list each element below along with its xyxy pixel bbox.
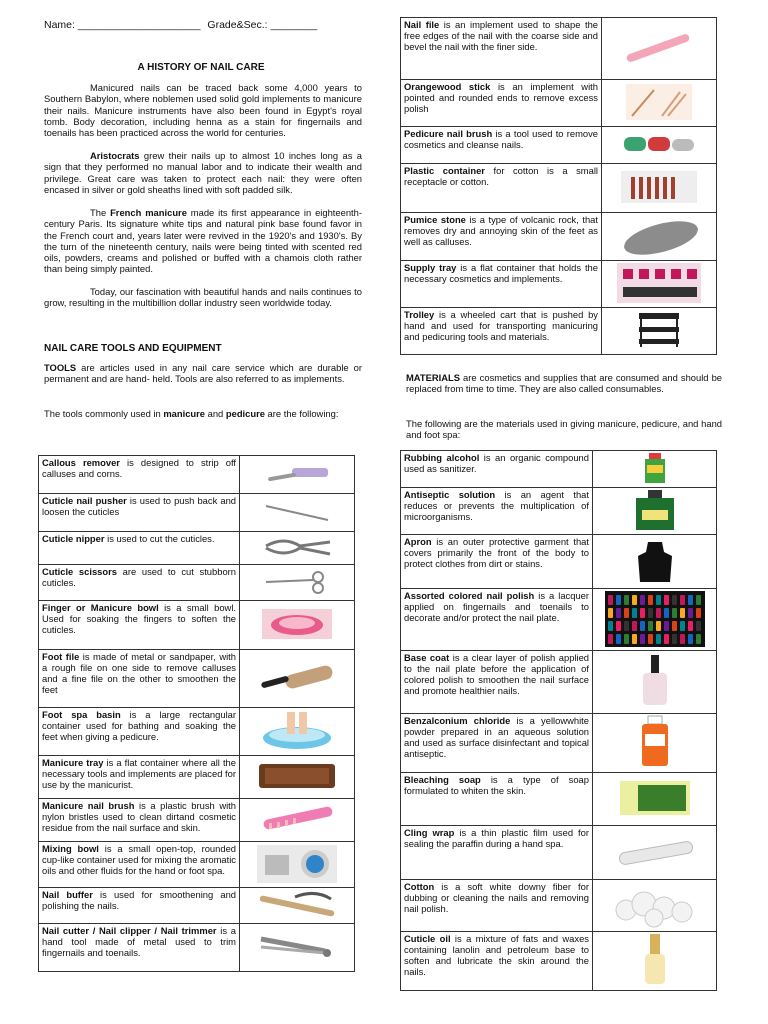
tool-row-term: Callous remover	[42, 457, 120, 468]
material-row-description: is a soft white downy fiber for dubbing or cleaning the nails and removing nail polish.	[404, 881, 589, 914]
tool-row-term: Finger or Manicure bowl	[42, 602, 159, 613]
material-row	[401, 773, 717, 826]
materials-table	[400, 450, 717, 991]
tool-row	[401, 164, 717, 213]
tool-row-description: is a type of volcanic rock, that removes dry and annoying skin of the feet as well as calluses.	[404, 214, 598, 247]
foot-spa-basin-icon	[240, 708, 355, 756]
tool-row-term: Trolley	[404, 309, 435, 320]
nail-polish-icon	[593, 589, 717, 651]
tool-row	[39, 756, 355, 799]
tool-row-description: is used to push back and loosen the cuticles	[42, 495, 236, 517]
tool-row	[39, 532, 355, 565]
material-row-term: Rubbing alcohol	[404, 452, 480, 463]
history-paragraph-4: Today, our fascination with beautiful hands and nails continues to grow, resulting in the multibillion dollar industry seen worldwide today.	[44, 286, 362, 309]
material-row	[401, 651, 717, 714]
material-row	[401, 932, 717, 991]
tool-row-term: Plastic container	[404, 165, 485, 176]
tool-row-term: Mixing bowl	[42, 843, 99, 854]
tool-row-term: Pedicure nail brush	[404, 128, 493, 139]
material-row-text	[401, 826, 593, 880]
tool-row	[401, 308, 717, 355]
tool-row-term: Manicure tray	[42, 757, 104, 768]
tool-row-term: Supply tray	[404, 262, 457, 273]
pumice-stone-icon	[602, 213, 717, 261]
page-title: A HISTORY OF NAIL CARE	[137, 62, 265, 73]
french-manicure-term: French manicure	[110, 207, 187, 218]
tool-row	[39, 650, 355, 708]
nail-buffer-icon	[240, 888, 355, 924]
history-paragraph-3-pre: The	[90, 207, 111, 218]
tool-row-description: is a tool used to remove cosmetics and cleanse nails.	[404, 128, 598, 150]
apron-icon	[593, 535, 717, 589]
tools-common-text	[44, 408, 362, 419]
cuticle-oil-icon	[593, 932, 717, 991]
material-row-description: is a yellowwhite powder prepared in an aqueous solution and used as surface disinfectant and topical antiseptic.	[404, 715, 589, 759]
tool-row-term: Cuticle nipper	[42, 533, 105, 544]
tool-row-text	[401, 213, 602, 261]
material-row-term: Cuticle oil	[404, 933, 451, 944]
tool-row-description: is an implement with pointed and rounded ends to remove excess polish	[404, 81, 598, 114]
nail-file-icon	[602, 18, 717, 80]
history-paragraph-3	[44, 207, 362, 275]
base-coat-icon	[593, 651, 717, 714]
cuticle-scissors-icon	[240, 565, 355, 601]
tool-row-term: Manicure nail brush	[42, 800, 135, 811]
tool-row	[39, 708, 355, 756]
common-post: are the following:	[264, 408, 339, 419]
pedicure-term: pedicure	[225, 408, 265, 419]
tool-row	[401, 18, 717, 80]
material-row-description: is a thin plastic film used for sealing the paraffin during a hand spa.	[404, 827, 589, 849]
material-row-description: is a lacquer applied on fingernails and toenails to decorate and/or protect the nail plate.	[404, 590, 589, 623]
tool-row-description: is a flat container where all the necessary tools and implements are placed for use by the manicurist.	[42, 757, 236, 790]
material-row-term: Cotton	[404, 881, 435, 892]
material-row-term: Antiseptic solution	[404, 489, 496, 500]
tool-row-text	[39, 924, 240, 972]
grade-blank[interactable]: ________	[270, 19, 318, 31]
plastic-container-icon	[602, 164, 717, 213]
material-row-term: Cling wrap	[404, 827, 455, 838]
material-row-description: is a clear layer of polish applied to the nail plate before the application of colored polish to smoothen the nail surface and promote healthier nails.	[404, 652, 590, 696]
material-row-text	[401, 714, 593, 773]
tools-section-heading: NAIL CARE TOOLS AND EQUIPMENT	[44, 343, 222, 354]
nail-brush-icon	[240, 799, 355, 842]
material-row-text	[401, 932, 593, 991]
nail-clipper-icon	[240, 924, 355, 972]
tool-row-term: Nail cutter / Nail clipper / Nail trimmer	[42, 925, 217, 936]
tool-row-term: Foot file	[42, 651, 80, 662]
material-row	[401, 589, 717, 651]
tool-row-description: is a plastic brush with nylon bristles used to clean dirtand cosmetic residue from the nail surface and skin.	[42, 800, 236, 833]
name-label: Name:	[44, 19, 75, 31]
tool-row-text	[401, 127, 602, 164]
material-row-description: is an outer protective garment that covers primarily the front of the body to protect clothes from dirt or stains.	[404, 536, 589, 569]
tool-row-description: is made of metal or sandpaper, with a rough file on one side to remove calluses and a fine file on the other to smoothen the feet	[42, 651, 236, 695]
material-row-description: is a type of soap formulated to whiten the skin.	[404, 774, 589, 796]
tool-row	[39, 842, 355, 888]
tool-row-term: Cuticle nail pusher	[42, 495, 127, 506]
tool-row-description: is a large rectangular container used for bathing and soaking the feet when giving a pedicure.	[42, 709, 236, 742]
tool-row	[401, 80, 717, 127]
student-info-line	[44, 19, 317, 31]
material-row-term: Benzalconium chloride	[404, 715, 511, 726]
material-row-text	[401, 535, 593, 589]
tool-row	[39, 799, 355, 842]
material-row-text	[401, 451, 593, 488]
tool-row-text	[39, 708, 240, 756]
history-paragraph-1: Manicured nails can be traced back some 4,000 years to Southern Babylon, where noblemen used solid gold implements to manicure their nails. Manicure instruments have also been found in Egypt's royal tomb. Body decoration, including henna as a stain for fingernails and toenails has been practiced across the world for centuries.	[44, 82, 362, 139]
materials-following: The following are the materials used in giving manicure, pedicure, and hand and foot spa:	[406, 418, 722, 441]
material-row	[401, 451, 717, 488]
tool-row-text	[39, 532, 240, 565]
tool-row-text	[39, 601, 240, 650]
manicure-bowl-icon	[240, 601, 355, 650]
tool-row-text	[401, 18, 602, 80]
material-row	[401, 488, 717, 535]
grade-label: Grade&Sec.:	[207, 19, 268, 31]
tool-row-text	[39, 456, 240, 494]
material-row-term: Base coat	[404, 652, 450, 663]
tool-row	[39, 601, 355, 650]
material-row-description: is an agent that reduces or prevents the multiplication of microorganisms.	[404, 489, 589, 522]
common-pre: The tools commonly used in	[44, 408, 164, 419]
tool-row-description: is a flat container that holds the necessary cosmetics and implements.	[404, 262, 598, 284]
material-row-text	[401, 880, 593, 932]
tool-row-text	[401, 261, 602, 308]
mixing-bowl-icon	[240, 842, 355, 888]
tool-row-term: Cuticle scissors	[42, 566, 117, 577]
material-row	[401, 714, 717, 773]
callous-remover-icon	[240, 456, 355, 494]
tool-row-description: is an implement used to shape the free edges of the nail with the coarse side and bevel the nail with the finer side.	[404, 19, 598, 52]
pedicure-brush-icon	[602, 127, 717, 164]
tool-row	[401, 213, 717, 261]
tool-row	[39, 565, 355, 601]
supply-tray-icon	[602, 261, 717, 308]
tool-row-text	[39, 565, 240, 601]
history-paragraph-3-text: made its first appearance in eighteenth-century Paris. Its signature white tips and natural pink base found favor in the French court and, years later were revived in the 1920's and 1930's. By the turn of the nineteenth century, nails were being tinted with scented red oils, powders, creams and polished or buffed with a chamois cloth rather than being simply painted.	[44, 207, 362, 275]
cotton-icon	[593, 880, 717, 932]
bleaching-soap-icon	[593, 773, 717, 826]
cling-wrap-icon	[593, 826, 717, 880]
history-paragraph-2	[44, 150, 362, 195]
tools-intro	[44, 362, 362, 385]
tool-row	[39, 888, 355, 924]
tools-intro-text: are articles used in any nail care service which are durable or permanent and are hand- held. Tools are also referred to as implements.	[44, 362, 362, 385]
material-row-text	[401, 589, 593, 651]
tool-row-term: Nail buffer	[42, 889, 93, 900]
orangewood-stick-icon	[602, 80, 717, 127]
material-row-term: Assorted colored nail polish	[404, 590, 535, 601]
tool-row	[39, 924, 355, 972]
tool-row-term: Orangewood stick	[404, 81, 491, 92]
tool-row-text	[39, 650, 240, 708]
manicure-tray-icon	[240, 756, 355, 799]
material-row	[401, 535, 717, 589]
material-row-term: Bleaching soap	[404, 774, 481, 785]
tool-row-description: is used to cut the cuticles.	[104, 533, 215, 544]
tool-row	[39, 494, 355, 532]
antiseptic-solution-icon	[593, 488, 717, 535]
material-row	[401, 880, 717, 932]
tool-row-text	[39, 799, 240, 842]
materials-intro-text: are cosmetics and supplies that are consumed and should be replaced from time to time. They are also called consumables.	[406, 372, 722, 395]
tool-row-term: Foot spa basin	[42, 709, 121, 720]
tool-row-text	[401, 308, 602, 355]
tool-row-description: is used for smoothening and polishing the nails.	[42, 889, 237, 911]
tool-row-term: Pumice stone	[404, 214, 466, 225]
tool-row-description: is a small open-top, rounded cup-like container used for mixing the aromatic oils and other fluids for the hand or foot spa.	[42, 843, 236, 876]
tool-row-text	[39, 888, 240, 924]
tools-table-continued	[400, 17, 717, 355]
history-paragraph-2-text: grew their nails up to almost 10 inches long as a sign that they performed no manual labor and to indicate their wealth and privilege. Great care was taken to protect each nail: they were often encased in silver or gold sheaths lined with soft padded silk.	[44, 150, 362, 195]
tool-row-description: is a wheeled cart that is pushed by hand and used for transporting manicuring and pedicuring tools and materials.	[404, 309, 598, 342]
tool-row-text	[39, 842, 240, 888]
manicure-term: manicure	[163, 408, 206, 419]
tool-row	[401, 261, 717, 308]
cuticle-nipper-icon	[240, 532, 355, 565]
tool-row-description: is designed to strip off calluses and corns.	[42, 457, 236, 479]
material-row-text	[401, 773, 593, 826]
aristocrats-term: Aristocrats	[90, 150, 140, 161]
material-row-text	[401, 488, 593, 535]
tool-row	[401, 127, 717, 164]
materials-intro	[406, 372, 722, 395]
tool-row-text	[401, 80, 602, 127]
common-mid: and	[205, 408, 226, 419]
tool-row-description: for cotton is a small receptacle or cotton.	[404, 165, 598, 187]
material-row-term: Apron	[404, 536, 432, 547]
materials-term: MATERIALS	[406, 372, 460, 383]
cuticle-pusher-icon	[240, 494, 355, 532]
material-row-text	[401, 651, 593, 714]
material-row	[401, 826, 717, 880]
tool-row-text	[401, 164, 602, 213]
name-blank[interactable]: _____________________	[77, 19, 201, 31]
tool-row-description: is a hand tool made of metal used to trim fingernails and toenails.	[42, 925, 236, 958]
rubbing-alcohol-icon	[593, 451, 717, 488]
foot-file-icon	[240, 650, 355, 708]
tool-row-description: are used to cut stubborn cuticles.	[42, 566, 236, 588]
tool-row-term: Nail file	[404, 19, 440, 30]
tools-term: TOOLS	[44, 362, 77, 373]
tool-row-description: is a small bowl. Used for soaking the fingers to soften the cuticles.	[42, 602, 237, 635]
tool-row-text	[39, 494, 240, 532]
tool-row-text	[39, 756, 240, 799]
benzalconium-chloride-icon	[593, 714, 717, 773]
trolley-icon	[602, 308, 717, 355]
material-row-description: is an organic compound used as sanitizer.	[404, 452, 589, 474]
tool-row	[39, 456, 355, 494]
tools-table	[38, 455, 355, 972]
material-row-description: is a mixture of fats and waxes containing lanolin and petroleum base to soften and lubricate the skin around the nails.	[404, 933, 589, 977]
